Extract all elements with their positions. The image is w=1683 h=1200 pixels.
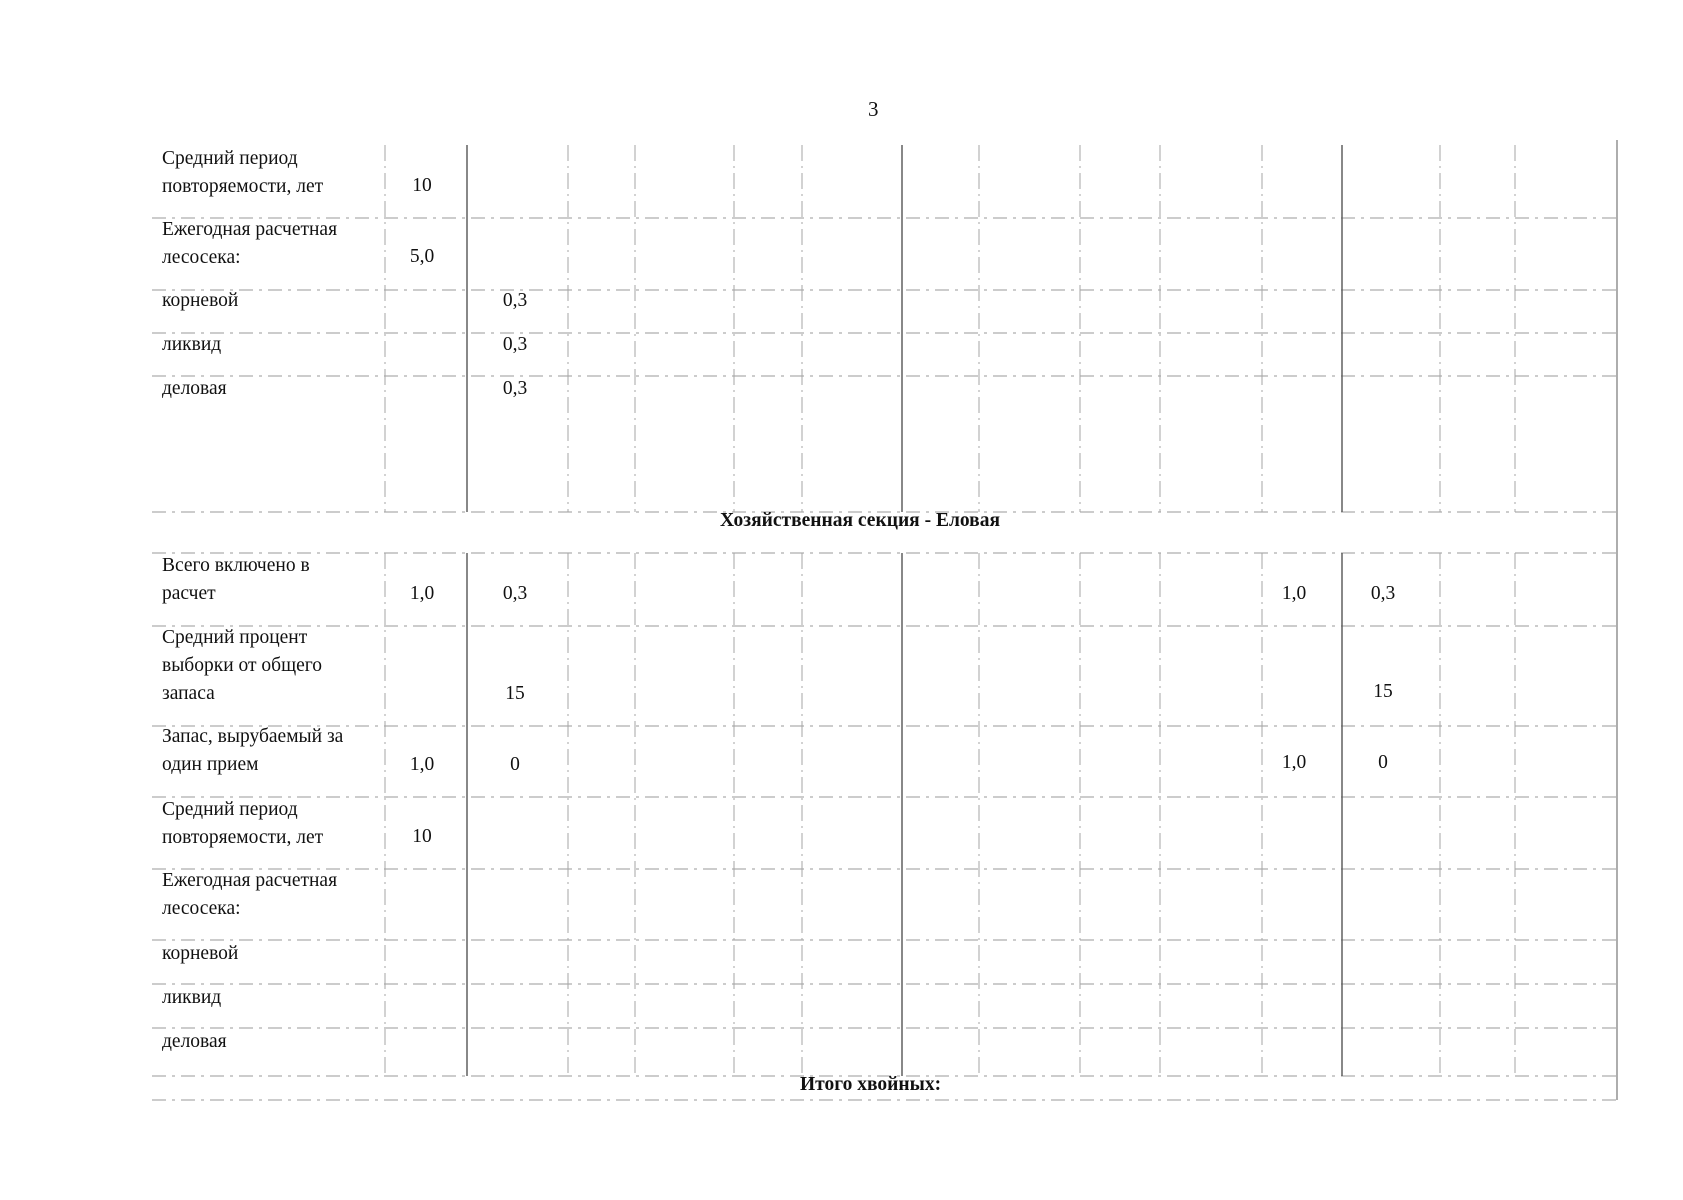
row-label: деловая bbox=[162, 378, 227, 399]
cell-value: 1,0 bbox=[1281, 752, 1307, 773]
row-label: Ежегодная расчетная лесосека: bbox=[162, 870, 338, 919]
section-heading: Хозяйственная секция - Еловая bbox=[720, 510, 1001, 531]
cell-value: 1,0 bbox=[409, 583, 435, 604]
cell-value: 10 bbox=[412, 175, 432, 196]
row-label: Средний процент выборки от общего запаса bbox=[162, 627, 323, 704]
footer-heading: Итого хвойных: bbox=[800, 1074, 942, 1095]
cell-value: 0,3 bbox=[502, 378, 528, 399]
cell-value: 1,0 bbox=[1281, 583, 1307, 604]
cell-value: 0,3 bbox=[502, 334, 528, 355]
cell-value: 5,0 bbox=[409, 246, 435, 267]
cell-value: 15 bbox=[1373, 681, 1393, 702]
row-label: корневой bbox=[162, 943, 239, 964]
row-label: Средний период повторяемости, лет bbox=[162, 799, 324, 848]
cell-value: 15 bbox=[505, 683, 525, 704]
row-label: ликвид bbox=[162, 987, 222, 1008]
cell-value: 0,3 bbox=[502, 290, 528, 311]
row-label: Средний период повторяемости, лет bbox=[162, 148, 324, 197]
row-label: корневой bbox=[162, 290, 239, 311]
cell-value: 0 bbox=[510, 754, 520, 775]
cell-value: 10 bbox=[412, 826, 432, 847]
row-label: Ежегодная расчетная лесосека: bbox=[162, 219, 338, 268]
cell-value: 0,3 bbox=[1370, 583, 1396, 604]
row-label: Запас, вырубаемый за один прием bbox=[162, 726, 344, 775]
page-number: 3 bbox=[868, 97, 879, 121]
row-label: Всего включено в расчет bbox=[162, 555, 310, 604]
cell-value: 0 bbox=[1378, 752, 1388, 773]
row-label: деловая bbox=[162, 1031, 227, 1052]
row-label: ликвид bbox=[162, 334, 222, 355]
cell-value: 1,0 bbox=[409, 754, 435, 775]
cell-value: 0,3 bbox=[502, 583, 528, 604]
